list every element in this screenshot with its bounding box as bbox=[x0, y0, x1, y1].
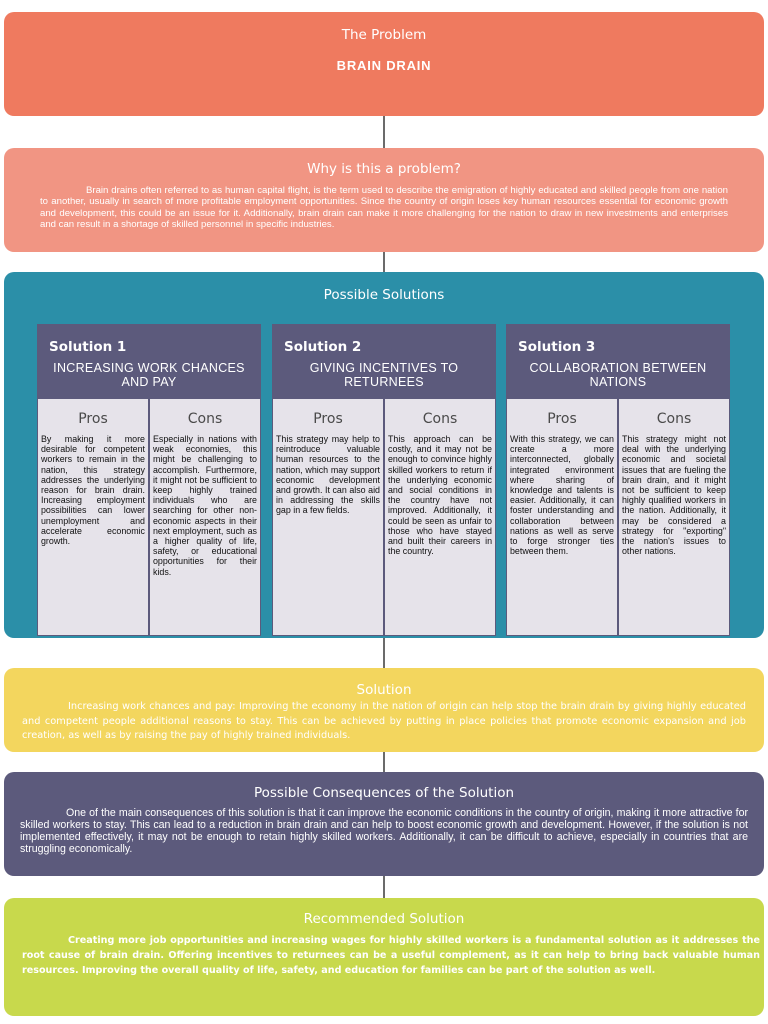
why-box bbox=[4, 148, 764, 252]
pros-column bbox=[273, 399, 383, 635]
cons-text: Especially in nations with weak economies, this might be challenging to accomplish. Furthermore, it might not be sufficient to keep highly trained individuals who are searching for other non-economic aspects in their next employment, such as a higher quality of life, safety, or educational opportunities for their kids. bbox=[153, 434, 257, 577]
solution-card-header bbox=[38, 325, 260, 399]
pros-text: With this strategy, we can create a more interconnected, globally integrated environment where sharing of knowledge and talents is easier. Additionally, it can foster understanding and collaboration between nations as well as serve to forge stronger ties between them. bbox=[510, 434, 614, 557]
solution-number: Solution 2 bbox=[284, 339, 362, 355]
cons-label: Cons bbox=[422, 411, 458, 427]
possible-solutions-title: Possible Solutions bbox=[323, 287, 445, 303]
pros-column bbox=[38, 399, 148, 635]
pros-label: Pros bbox=[78, 411, 108, 427]
cons-label: Cons bbox=[656, 411, 692, 427]
consequences-title: Possible Consequences of the Solution bbox=[253, 785, 515, 801]
cons-column bbox=[148, 399, 260, 635]
solution-name: COLLABORATION BETWEEN NATIONS bbox=[529, 361, 707, 389]
connector-line bbox=[383, 876, 385, 898]
connector-line bbox=[383, 638, 385, 668]
pros-text: By making it more desirable for competent workers to remain in the nation, this strategy addresses the underlying reason for brain drain. Increasing employment possibilities can lower unemployment and accelerate economic growth. bbox=[41, 434, 145, 547]
solution-number: Solution 3 bbox=[518, 339, 596, 355]
solution-text: Increasing work chances and pay: Improving the economy in the nation of origin can help stop the brain drain by giving highly educated and competent people additional reasons to stay. This can be achieved by putting in place policies that promote economic expansion and job creation, as well as by raising the pay of highly trained individuals. bbox=[22, 701, 746, 741]
cons-label: Cons bbox=[187, 411, 223, 427]
recommended-text: Creating more job opportunities and increasing wages for highly skilled workers is a fundamental solution as it addresses the root cause of brain drain. Offering incentives to returnees can be a useful complement, as it can help to bring back valuable human resources. Improving the overall quality of life, safety, and education for families can be part of the solution as well. bbox=[22, 935, 760, 976]
connector-line bbox=[383, 116, 385, 148]
connector-line bbox=[383, 252, 385, 272]
solution-card-2 bbox=[272, 324, 496, 636]
pros-column bbox=[507, 399, 617, 635]
recommended-solution-box bbox=[4, 898, 764, 1016]
solution-name: INCREASING WORK CHANCES AND PAY bbox=[53, 361, 245, 389]
why-text: Brain drains often referred to as human capital flight, is the term used to describe the emigration of highly educated and skilled people from one nation to another, usually in search of more profitable employment opportunities. Since the country of origin loses key human resources essential for economic growth and development, this could be an issue for it. Additionally, brain drain can make it more challenging for the nation to draw in new investments and enterprises and can result in a shortage of skilled personnel in specific industries. bbox=[40, 185, 728, 231]
solution-number: Solution 1 bbox=[49, 339, 127, 355]
solution-box bbox=[4, 668, 764, 752]
solution-card-1 bbox=[37, 324, 261, 636]
cons-text: This strategy might not deal with the underlying economic and societal issues that are fueling the brain drain, and it might not be sufficient to keep highly qualified workers in the nation. Additionally, it may be considered a strategy for "exporting" the nation's issues to other nations. bbox=[622, 434, 726, 557]
possible-solutions-box bbox=[4, 272, 764, 638]
consequences-box bbox=[4, 772, 764, 876]
solution-title: Solution bbox=[356, 682, 412, 698]
cons-column bbox=[617, 399, 729, 635]
problem-box bbox=[4, 12, 764, 116]
solution-name: GIVING INCENTIVES TO RETURNEES bbox=[309, 361, 459, 389]
cons-text: This approach can be costly, and it may not be enough to convince highly skilled workers to return if the underlying economic and social conditions in the country have not improved. Additionally, it could be seen as unfair to those who have stayed and built their careers in the country. bbox=[388, 434, 492, 557]
connector-line bbox=[383, 752, 385, 772]
consequences-text: One of the main consequences of this solution is that it can improve the economic conditions in the country of origin, making it more attractive for skilled workers to stay. This can lead to a reduction in brain drain and can help to boost economic growth and development. However, if the solution is not implemented effectively, it may not be enough to retain highly skilled workers. Additionally, it can be difficult to achieve, especially in countries that are struggling economically. bbox=[20, 807, 748, 855]
why-title: Why is this a problem? bbox=[307, 161, 461, 177]
solution-card-header bbox=[273, 325, 495, 399]
pros-text: This strategy may help to reintroduce valuable human resources to the nation, which may support economic development and growth. It can also aid in addressing the skills gap in a few fields. bbox=[276, 434, 380, 516]
problem-title: The Problem bbox=[341, 27, 427, 43]
pros-label: Pros bbox=[313, 411, 343, 427]
cons-column bbox=[383, 399, 495, 635]
pros-label: Pros bbox=[547, 411, 577, 427]
solution-card-header bbox=[507, 325, 729, 399]
recommended-title: Recommended Solution bbox=[303, 911, 465, 927]
problem-subtitle: BRAIN DRAIN bbox=[336, 58, 432, 73]
solution-card-3 bbox=[506, 324, 730, 636]
